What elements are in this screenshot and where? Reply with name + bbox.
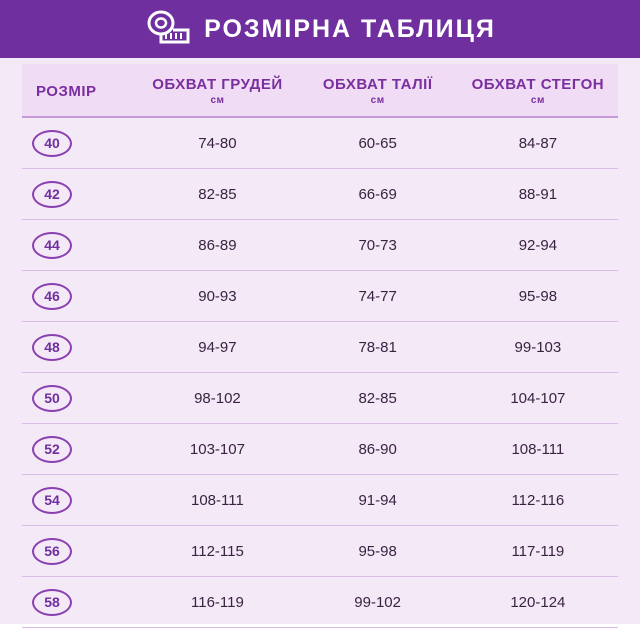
cell-waist: 82-85 bbox=[298, 373, 458, 424]
cell-waist: 95-98 bbox=[298, 526, 458, 577]
cell-hips: 84-87 bbox=[458, 117, 618, 169]
size-badge: 42 bbox=[32, 181, 72, 208]
column-header-hips-label: ОБХВАТ СТЕГОН bbox=[471, 76, 605, 93]
cell-size bbox=[22, 117, 137, 169]
column-header-chest-label: ОБХВАТ ГРУДЕЙ bbox=[152, 76, 283, 93]
size-badge: 48 bbox=[32, 334, 72, 361]
cell-size bbox=[22, 475, 137, 526]
cell-size bbox=[22, 526, 137, 577]
table-row bbox=[22, 424, 618, 475]
cell-chest: 94-97 bbox=[137, 322, 297, 373]
table-header bbox=[22, 64, 618, 117]
cell-waist: 86-90 bbox=[298, 424, 458, 475]
size-table-container bbox=[0, 58, 640, 628]
cell-size bbox=[22, 424, 137, 475]
cell-chest: 112-115 bbox=[137, 526, 297, 577]
cell-waist: 74-77 bbox=[298, 271, 458, 322]
cell-hips: 99-103 bbox=[458, 322, 618, 373]
size-table bbox=[22, 64, 618, 628]
column-header-hips-unit: см bbox=[530, 95, 545, 106]
cell-hips: 112-116 bbox=[458, 475, 618, 526]
table-row bbox=[22, 169, 618, 220]
cell-hips: 108-111 bbox=[458, 424, 618, 475]
cell-hips: 120-124 bbox=[458, 577, 618, 628]
table-row bbox=[22, 526, 618, 577]
cell-chest: 116-119 bbox=[137, 577, 297, 628]
table-row bbox=[22, 220, 618, 271]
size-badge: 56 bbox=[32, 538, 72, 565]
cell-waist: 70-73 bbox=[298, 220, 458, 271]
column-header-waist-label: ОБХВАТ ТАЛІЇ bbox=[322, 76, 433, 93]
cell-size bbox=[22, 220, 137, 271]
table-row bbox=[22, 577, 618, 628]
cell-chest: 74-80 bbox=[137, 117, 297, 169]
cell-chest: 86-89 bbox=[137, 220, 297, 271]
cell-waist: 60-65 bbox=[298, 117, 458, 169]
cell-size bbox=[22, 577, 137, 628]
cell-waist: 99-102 bbox=[298, 577, 458, 628]
cell-chest: 108-111 bbox=[137, 475, 297, 526]
cell-size bbox=[22, 322, 137, 373]
cell-chest: 90-93 bbox=[137, 271, 297, 322]
cell-chest: 82-85 bbox=[137, 169, 297, 220]
measuring-tape-icon bbox=[144, 10, 190, 49]
table-row bbox=[22, 373, 618, 424]
table-row bbox=[22, 475, 618, 526]
column-header-size bbox=[22, 64, 137, 117]
size-badge: 40 bbox=[32, 130, 72, 157]
column-header-waist-unit: см bbox=[370, 95, 385, 106]
size-badge: 54 bbox=[32, 487, 72, 514]
cell-size bbox=[22, 169, 137, 220]
size-badge: 52 bbox=[32, 436, 72, 463]
cell-hips: 117-119 bbox=[458, 526, 618, 577]
cell-hips: 95-98 bbox=[458, 271, 618, 322]
cell-chest: 103-107 bbox=[137, 424, 297, 475]
table-row bbox=[22, 117, 618, 169]
cell-size bbox=[22, 271, 137, 322]
cell-size bbox=[22, 373, 137, 424]
cell-chest: 98-102 bbox=[137, 373, 297, 424]
cell-hips: 92-94 bbox=[458, 220, 618, 271]
cell-waist: 91-94 bbox=[298, 475, 458, 526]
column-header-chest-unit: см bbox=[210, 95, 225, 106]
page-title: РОЗМІРНА ТАБЛИЦЯ bbox=[204, 14, 496, 43]
size-badge: 58 bbox=[32, 589, 72, 616]
column-header-hips bbox=[458, 64, 618, 117]
table-body bbox=[22, 117, 618, 628]
cell-waist: 66-69 bbox=[298, 169, 458, 220]
cell-hips: 104-107 bbox=[458, 373, 618, 424]
column-header-size-label: РОЗМІР bbox=[36, 82, 97, 100]
cell-hips: 88-91 bbox=[458, 169, 618, 220]
table-row bbox=[22, 322, 618, 373]
table-header-row bbox=[22, 64, 618, 117]
size-badge: 46 bbox=[32, 283, 72, 310]
column-header-waist bbox=[298, 64, 458, 117]
size-badge: 44 bbox=[32, 232, 72, 259]
cell-waist: 78-81 bbox=[298, 322, 458, 373]
table-row bbox=[22, 271, 618, 322]
column-header-chest bbox=[137, 64, 297, 117]
size-badge: 50 bbox=[32, 385, 72, 412]
page-header bbox=[0, 0, 640, 58]
